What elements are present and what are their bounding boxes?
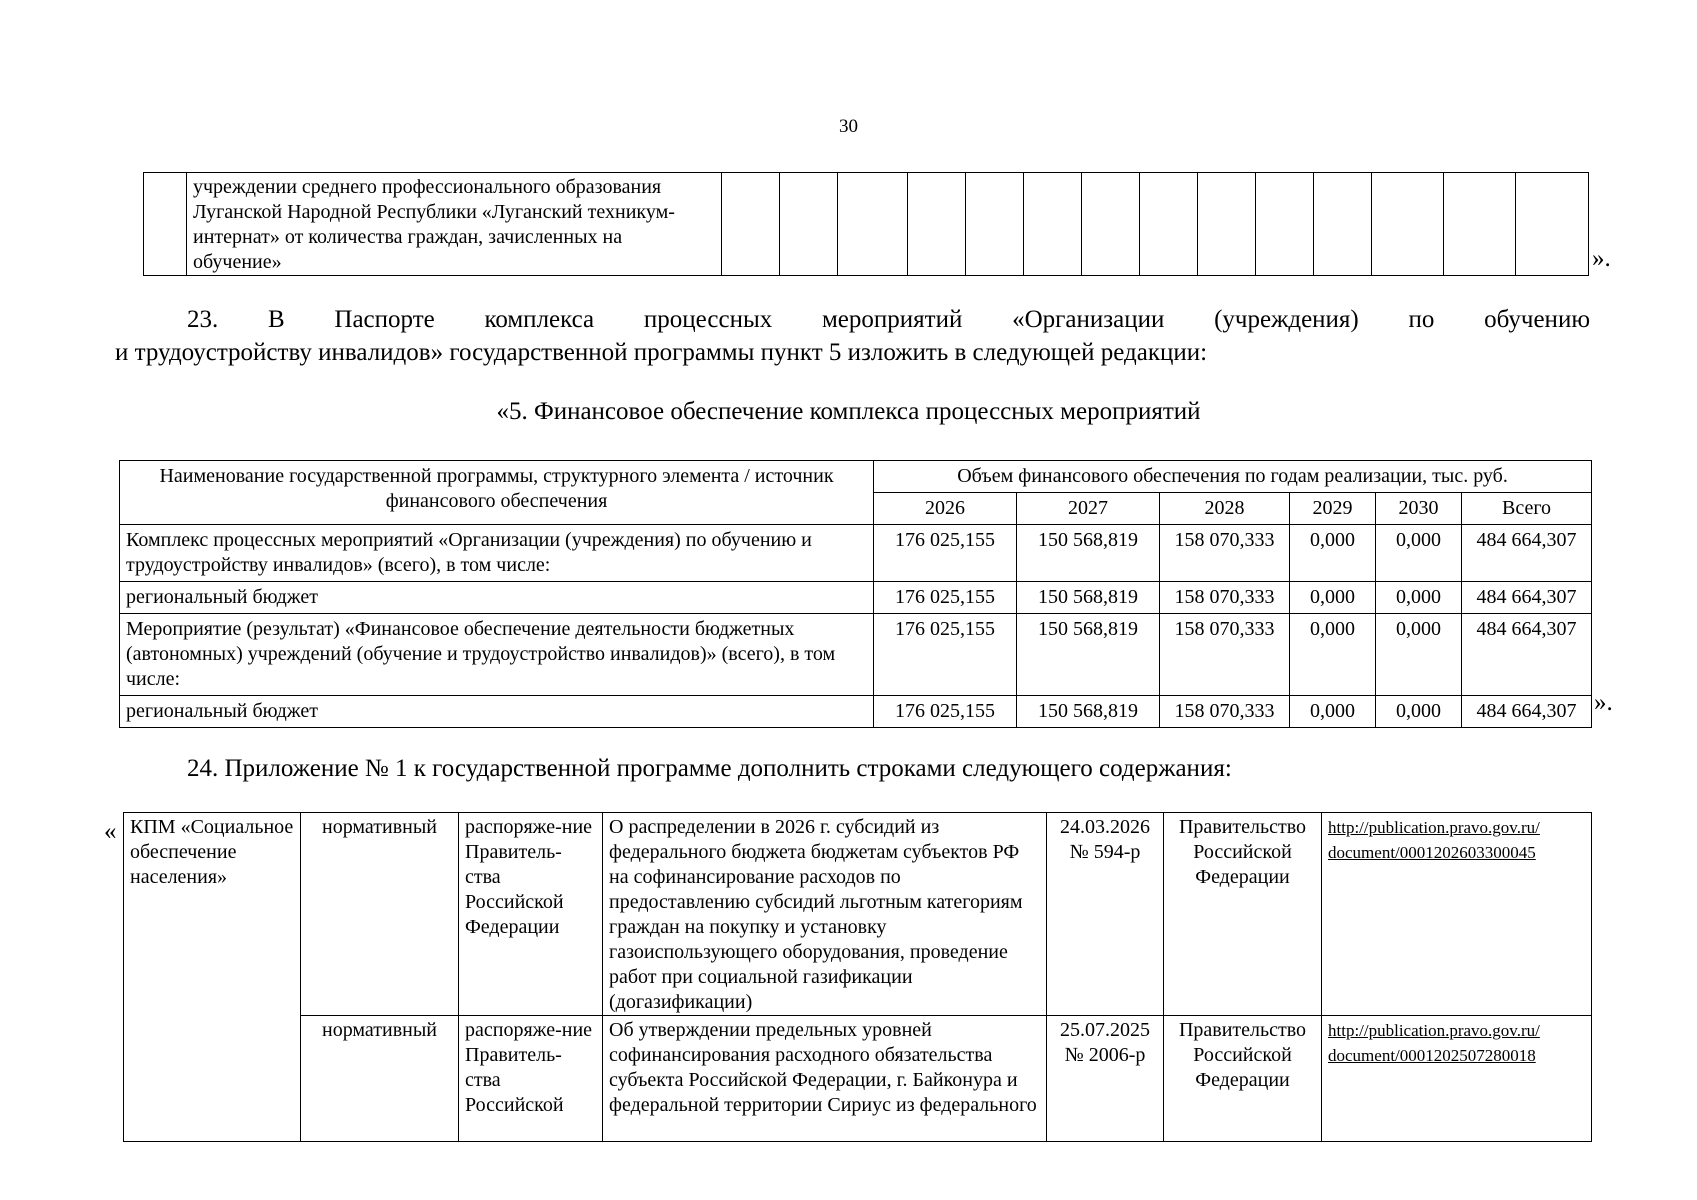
- doc-type: нормативный: [301, 1016, 459, 1142]
- row-value: 176 025,155: [874, 696, 1017, 728]
- row-name: Комплекс процессных мероприятий «Организации (учреждения) по обучению и трудоустройству инвалидов» (всего), в том числе:: [120, 525, 874, 582]
- closing-quote-mark: ».: [1592, 245, 1611, 272]
- table-cell: [1516, 173, 1589, 276]
- finance-table: [119, 460, 1592, 728]
- table-row: [120, 696, 1592, 728]
- row-value: 176 025,155: [874, 525, 1017, 582]
- doc-date-number: [1047, 813, 1164, 1016]
- row-value: 158 070,333: [1160, 614, 1290, 696]
- row-value: 150 568,819: [1017, 696, 1160, 728]
- table-header-row: [120, 461, 1592, 493]
- row-value: 0,000: [1376, 696, 1462, 728]
- paragraph-23: [115, 303, 1590, 369]
- doc-link[interactable]: http://publication.pravo.gov.ru/: [1328, 1021, 1540, 1040]
- table-cell: [780, 173, 838, 276]
- header-name: Наименование государственной программы, структурного элемента / источник финансового обеспечения: [120, 461, 874, 525]
- table-row: [120, 582, 1592, 614]
- appendix-table: [123, 812, 1592, 1142]
- row-value: 484 664,307: [1462, 614, 1592, 696]
- row-value: 0,000: [1290, 582, 1376, 614]
- row-value: 0,000: [1376, 582, 1462, 614]
- row-value: 158 070,333: [1160, 525, 1290, 582]
- doc-number: № 594-р: [1069, 841, 1141, 863]
- table-cell: [1140, 173, 1198, 276]
- header-year: 2027: [1017, 493, 1160, 525]
- table-cell: [1198, 173, 1256, 276]
- doc-authority: Правительство Российской Федерации: [1164, 1016, 1322, 1142]
- row-value: 150 568,819: [1017, 525, 1160, 582]
- row-value: 484 664,307: [1462, 525, 1592, 582]
- doc-link-cell: [1322, 813, 1592, 1016]
- row-value: 176 025,155: [874, 614, 1017, 696]
- doc-number: № 2006-р: [1064, 1044, 1146, 1066]
- doc-date: 25.07.2025: [1060, 1019, 1150, 1041]
- table-cell: [1314, 173, 1372, 276]
- table-row: [120, 614, 1592, 696]
- doc-link[interactable]: document/0001202507280018: [1328, 1046, 1536, 1065]
- section-heading: «5. Финансовое обеспечение комплекса процессных мероприятий: [496, 398, 1201, 425]
- doc-kind: распоряже-ние Правитель-ства Российской Федерации: [459, 813, 603, 1016]
- table-cell: [838, 173, 908, 276]
- table-cell-name: учреждении среднего профессионального образования Луганской Народной Республики «Луганский техникум-интернат» от количества граждан, зачисленных на обучение»: [187, 173, 722, 276]
- row-value: 0,000: [1376, 525, 1462, 582]
- table-row: [144, 173, 1589, 276]
- paragraph-23-line-1: 23. В Паспорте комплекса процессных мероприятий «Организации (учреждения) по обучению: [187, 306, 1590, 333]
- row-value: 484 664,307: [1462, 582, 1592, 614]
- doc-link-cell: [1322, 1016, 1592, 1142]
- doc-link[interactable]: document/0001202603300045: [1328, 843, 1536, 862]
- row-name: региональный бюджет: [120, 696, 874, 728]
- page-number: 30: [839, 116, 858, 137]
- kpm-cell: КПМ «Социальное обеспечение населения»: [124, 813, 301, 1142]
- row-value: 0,000: [1290, 525, 1376, 582]
- header-year: 2026: [874, 493, 1017, 525]
- row-name: Мероприятие (результат) «Финансовое обеспечение деятельности бюджетных (автономных) учреждений (обучение и трудоустройство инвалидов)» (всего), в том числе:: [120, 614, 874, 696]
- doc-authority: Правительство Российской Федерации: [1164, 813, 1322, 1016]
- table-row: [120, 525, 1592, 582]
- table-cell: [1024, 173, 1082, 276]
- closing-quote-mark: ».: [1594, 689, 1613, 716]
- table-cell: [1444, 173, 1516, 276]
- table-cell: [1256, 173, 1314, 276]
- header-volume: Объем финансового обеспечения по годам реализации, тыс. руб.: [874, 461, 1592, 493]
- row-value: 176 025,155: [874, 582, 1017, 614]
- table-cell: [144, 173, 187, 276]
- doc-date: 24.03.2026: [1060, 816, 1150, 838]
- doc-date-number: [1047, 1016, 1164, 1142]
- table-cell: [1082, 173, 1140, 276]
- doc-kind: распоряже-ние Правитель-ства Российской: [459, 1016, 603, 1142]
- table-cell: [908, 173, 966, 276]
- row-name: региональный бюджет: [120, 582, 874, 614]
- header-year: 2029: [1290, 493, 1376, 525]
- opening-quote-mark: «: [104, 818, 117, 845]
- table-cell: [722, 173, 780, 276]
- row-value: 0,000: [1290, 614, 1376, 696]
- row-value: 484 664,307: [1462, 696, 1592, 728]
- header-year: 2028: [1160, 493, 1290, 525]
- doc-title: О распределении в 2026 г. субсидий из федерального бюджета бюджетам субъектов РФ на софинансирование расходов по предоставлению субсидий льготным категориям граждан на покупку и установку газоиспользующего оборудования, проведение работ при социальной газификации (догазификации): [603, 813, 1047, 1016]
- row-value: 158 070,333: [1160, 696, 1290, 728]
- table-cell: [1372, 173, 1444, 276]
- table-cell: [966, 173, 1024, 276]
- header-total: Всего: [1462, 493, 1592, 525]
- doc-link[interactable]: http://publication.pravo.gov.ru/: [1328, 818, 1540, 837]
- row-value: 150 568,819: [1017, 582, 1160, 614]
- row-value: 0,000: [1290, 696, 1376, 728]
- continuation-table: [143, 172, 1589, 276]
- paragraph-23-line-2: и трудоустройству инвалидов» государственной программы пункт 5 изложить в следующей редакции:: [115, 339, 1208, 366]
- header-year: 2030: [1376, 493, 1462, 525]
- row-value: 0,000: [1376, 614, 1462, 696]
- doc-title: Об утверждении предельных уровней софинансирования расходного обязательства субъекта Российской Федерации, г. Байконура и федеральной территории Сириус из федерального: [603, 1016, 1047, 1142]
- row-value: 158 070,333: [1160, 582, 1290, 614]
- row-value: 150 568,819: [1017, 614, 1160, 696]
- table-row: [124, 1016, 1592, 1142]
- doc-type: нормативный: [301, 813, 459, 1016]
- table-row: [124, 813, 1592, 1016]
- paragraph-24: 24. Приложение № 1 к государственной программе дополнить строками следующего содержания:: [187, 755, 1232, 782]
